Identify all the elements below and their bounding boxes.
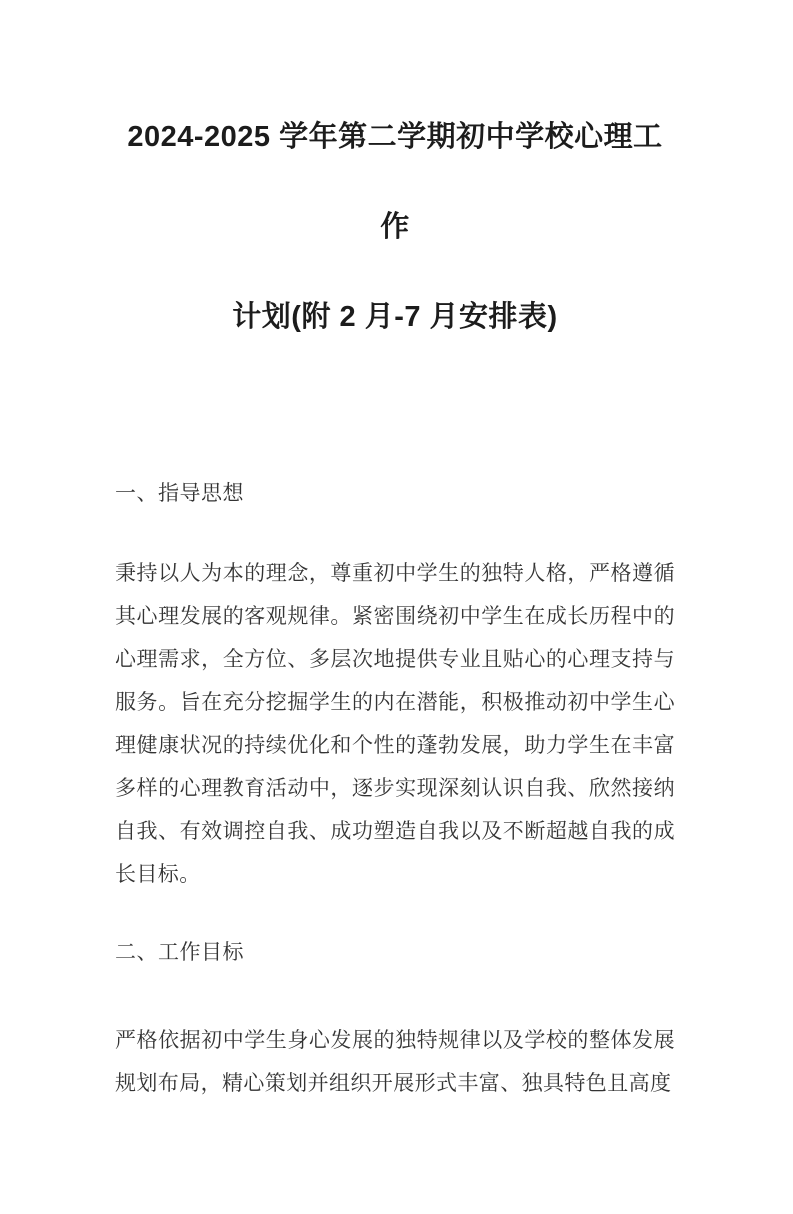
document-content <box>0 92 793 1105</box>
paragraph-work-goals: 严格依据初中学生身心发展的独特规律以及学校的整体发展规划布局，精心策划并组织开展形式丰富、独具特色且高度 <box>115 1029 675 1095</box>
paragraph-guiding-ideology: 秉持以人为本的理念，尊重初中学生的独特人格，严格遵循其心理发展的客观规律。紧密围绕初中学生在成长历程中的心理需求，全方位、多层次地提供专业且贴心的心理支持与服务。旨在充分挖掘学生的内在潜能，积极推动初中学生心理健康状况的持续优化和个性的蓬勃发展，助力学生在丰富多样的心理教育活动中，逐步实现深刻认识自我、欣然接纳自我、有效调控自我、成功塑造自我以及不断超越自我的成长目标。 <box>115 562 675 886</box>
document-title-line-2: 计划(附 2 月-7 月安排表) <box>232 301 558 333</box>
document-title-line-1: 2024-2025 学年第二学期初中学校心理工作 <box>127 121 663 243</box>
document-title <box>115 92 675 362</box>
section-heading-work-goals: 二、工作目标 <box>115 941 244 964</box>
section-heading-guiding-ideology: 一、指导思想 <box>115 482 244 505</box>
document-page <box>0 92 793 1214</box>
